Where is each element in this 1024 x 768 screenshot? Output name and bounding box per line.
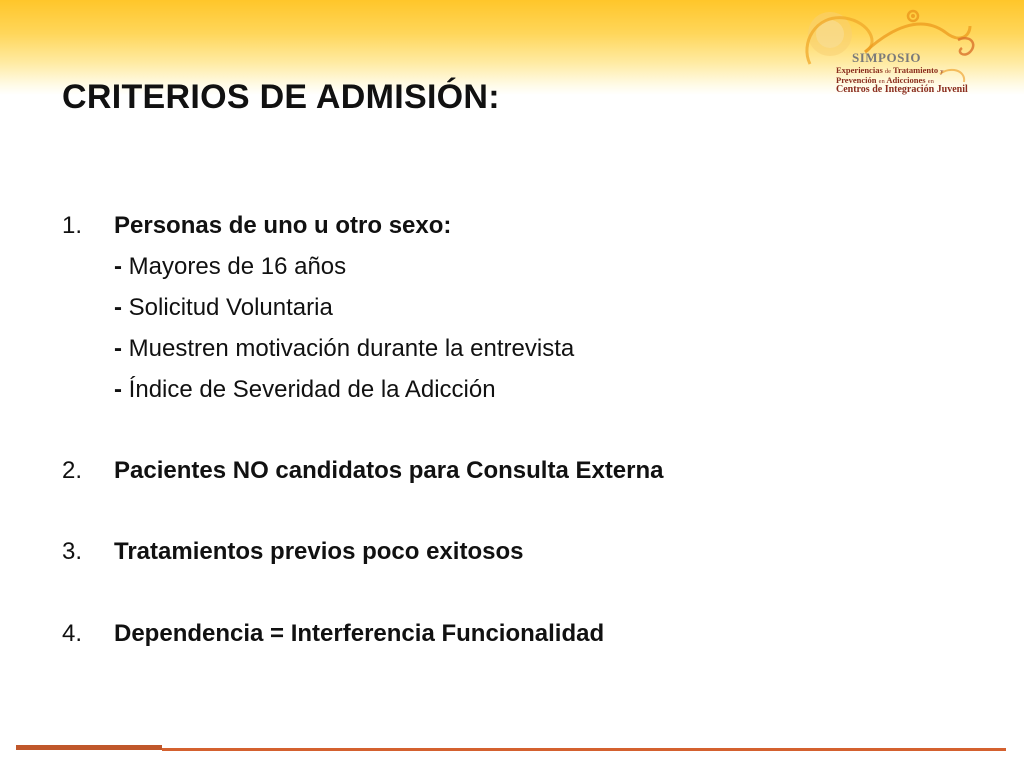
logo-subtitle-line-2: Prevención en Adicciones en (836, 75, 934, 85)
item-number: 1. (62, 212, 83, 239)
dash-bullet: - (114, 376, 122, 403)
item-label: Tratamientos previos poco exitosos (114, 538, 524, 565)
footer-accent-bar (16, 745, 162, 750)
subitem-text: Mayores de 16 años (128, 253, 347, 280)
subcriteria-item (114, 253, 346, 281)
slide-title: CRITERIOS DE ADMISIÓN: (62, 78, 500, 116)
item-number: 2. (62, 457, 83, 484)
simposio-logo (770, 4, 1010, 99)
item-number: 4. (62, 620, 83, 647)
item-label: Personas de uno u otro sexo: (114, 212, 452, 239)
subitem-text: Solicitud Voluntaria (128, 294, 333, 321)
logo-title: SIMPOSIO (852, 50, 922, 65)
subcriteria-item (114, 376, 496, 404)
item-label: Dependencia = Interferencia Funcionalidad (114, 620, 605, 647)
subitem-text: Índice de Severidad de la Adicción (128, 376, 496, 403)
logo-subtitle-line-1: Experiencias de Tratamiento y (836, 65, 944, 75)
dash-bullet: - (114, 253, 122, 280)
dash-bullet: - (114, 335, 122, 362)
subcriteria-item (114, 335, 574, 363)
item-label: Pacientes NO candidatos para Consulta Externa (114, 457, 664, 484)
dash-bullet: - (114, 294, 122, 321)
subcriteria-item (114, 294, 333, 322)
subitem-text: Muestren motivación durante la entrevista (128, 335, 575, 362)
logo-subtitle-line-3: Centros de Integración Juvenil (836, 84, 968, 95)
item-number: 3. (62, 538, 83, 565)
footer-divider-line (162, 748, 1006, 751)
